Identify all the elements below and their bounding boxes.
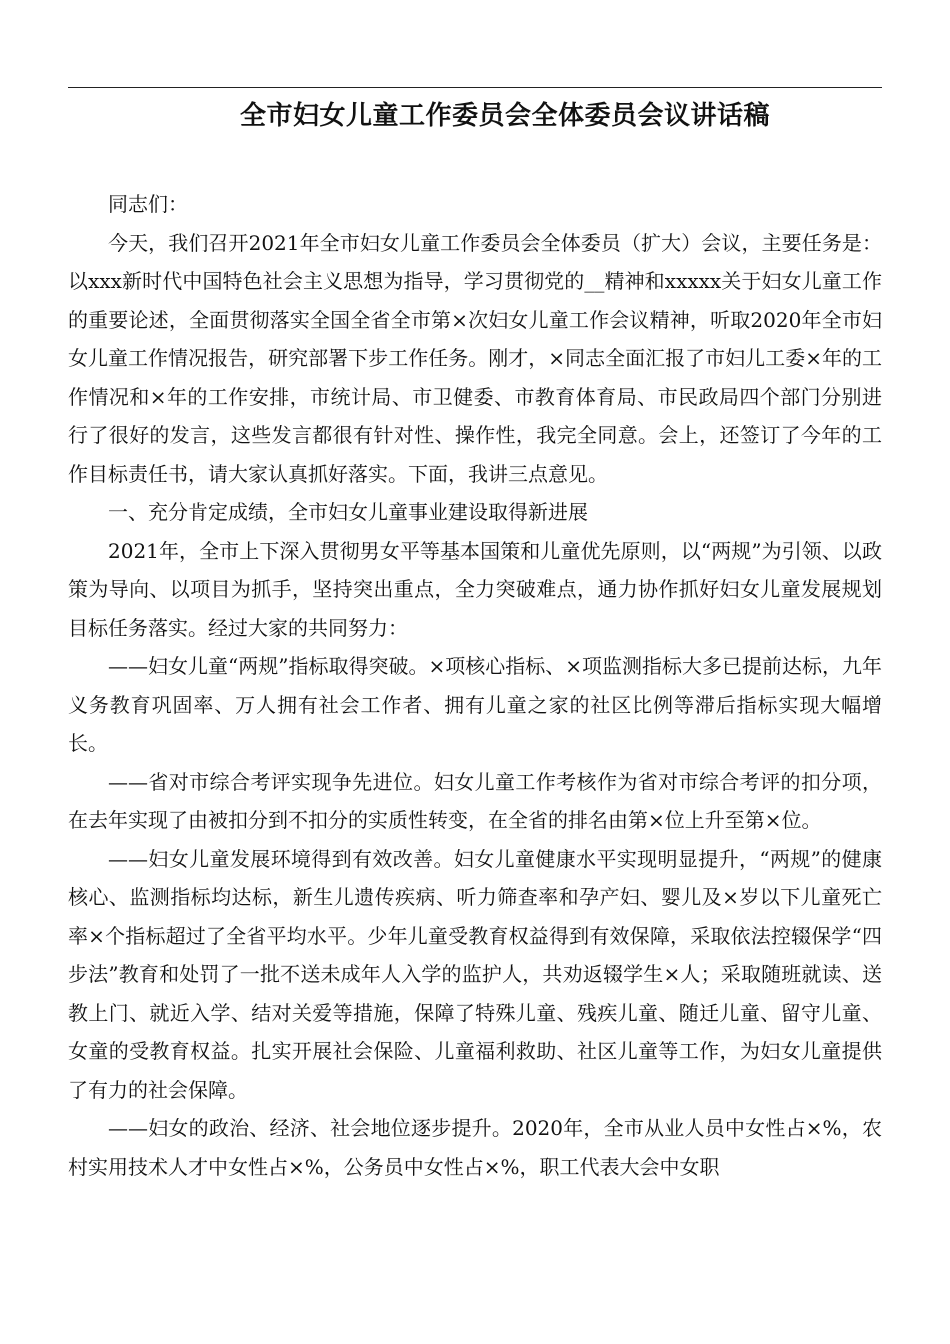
document-title: 全市妇女儿童工作委员会全体委员会议讲话稿	[239, 101, 770, 131]
body-paragraph: ——妇女儿童“两规”指标取得突破。×项核心指标、×项监测指标大多已提前达标，九年义务教育巩固率、万人拥有社会工作者、拥有儿童之家的社区比例等滞后指标实现大幅增长。	[68, 654, 882, 755]
intro-paragraph: 今天，我们召开2021年全市妇女儿童工作委员会全体委员（扩大）会议，主要任务是：以xxx新时代中国特色社会主义思想为指导，学习贯彻党的__精神和xxxxx关于妇女儿童工作的重要论述，全面贯彻落实全国全省全市第×次妇女儿童工作会议精神，听取2020年全市妇女儿童工作情况报告，研究部署下步工作任务。刚才，×同志全面汇报了市妇儿工委×年的工作情况和×年的工作安排，市统计局、市卫健委、市教育体育局、市民政局四个部门分别进行了很好的发言，这些发言都很有针对性、操作性，我完全同意。会上，还签订了今年的工作目标责任书，请大家认真抓好落实。下面，我讲三点意见。	[68, 230, 882, 486]
document-body	[68, 185, 882, 1186]
section-heading: 一、充分肯定成绩，全市妇女儿童事业建设取得新进展	[108, 500, 588, 524]
header-rule	[68, 87, 882, 88]
body-paragraph: ——妇女儿童发展环境得到有效改善。妇女儿童健康水平实现明显提升，“两规”的健康核心、监测指标均达标，新生儿遗传疾病、听力筛查率和孕产妇、婴儿及×岁以下儿童死亡率×个指标超过了全省平均水平。少年儿童受教育权益得到有效保障，采取依法控辍保学“四步法”教育和处罚了一批不送未成年人入学的监护人，共劝返辍学生×人；采取随班就读、送教上门、就近入学、结对关爱等措施，保障了特殊儿童、残疾儿童、随迁儿童、留守儿童、女童的受教育权益。扎实开展社会保险、儿童福利救助、社区儿童等工作，为妇女儿童提供了有力的社会保障。	[68, 846, 882, 1102]
body-paragraph: ——妇女的政治、经济、社会地位逐步提升。2020年，全市从业人员中女性占×%，农村实用技术人才中女性占×%，公务员中女性占×%，职工代表大会中女职	[68, 1116, 882, 1179]
salutation-paragraph: 同志们：	[108, 192, 188, 216]
body-paragraph: ——省对市综合考评实现争先进位。妇女儿童工作考核作为省对市综合考评的扣分项，在去年实现了由被扣分到不扣分的实质性转变，在全省的排名由第×位上升至第×位。	[68, 769, 882, 832]
body-paragraph: 2021年，全市上下深入贯彻男女平等基本国策和儿童优先原则，以“两规”为引领、以政策为导向、以项目为抓手，坚持突出重点，全力突破难点，通力协作抓好妇女儿童发展规划目标任务落实。经过大家的共同努力：	[68, 538, 882, 640]
